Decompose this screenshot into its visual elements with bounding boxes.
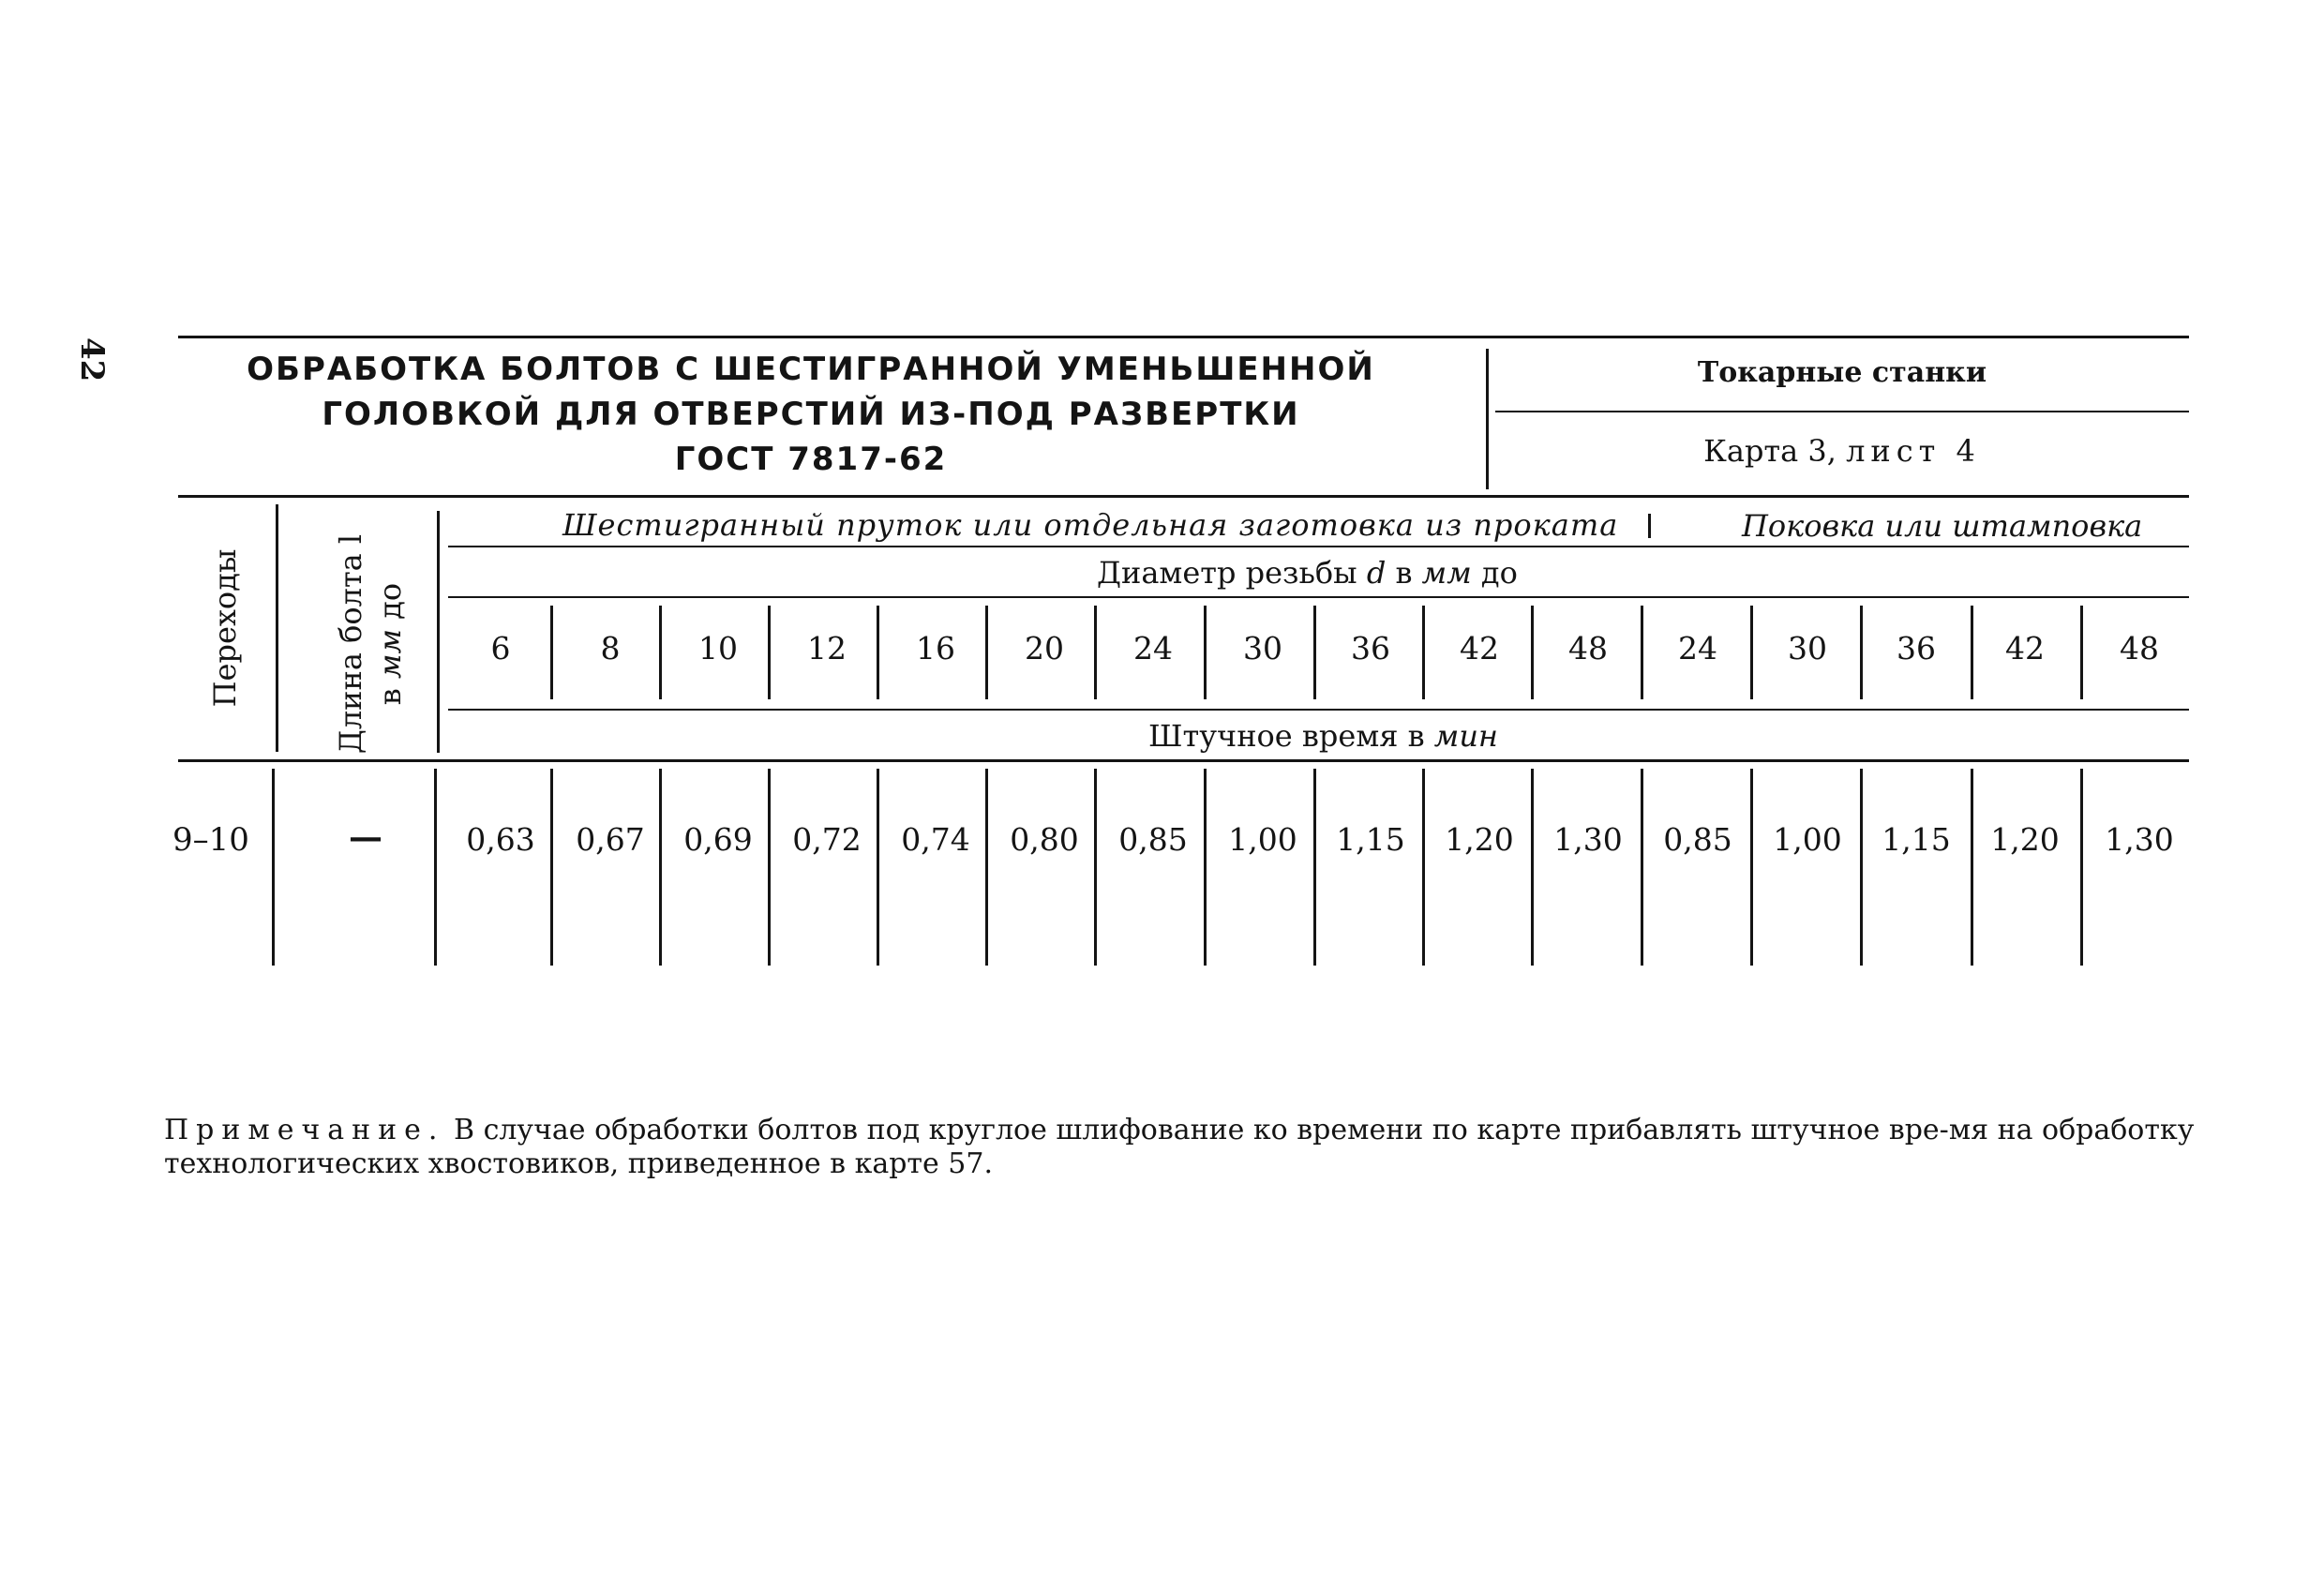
diameter-column-divider	[1971, 606, 1973, 699]
diameter-cell: 42	[1460, 630, 1499, 667]
diameter-cell: 48	[2120, 630, 2159, 667]
machine-rule	[1495, 411, 2189, 412]
diameter-column-divider	[1422, 606, 1425, 699]
length-header-line-2: в мм до	[372, 582, 408, 706]
value-column-divider	[550, 769, 553, 966]
value-cell: 0,74	[901, 821, 970, 858]
value-column-divider	[1531, 769, 1534, 966]
diameter-column-divider	[659, 606, 662, 699]
diameter-column-divider	[1313, 606, 1316, 699]
col-divider-1-body	[272, 769, 275, 966]
note	[164, 1114, 2208, 1181]
value-cell: 1,20	[1445, 821, 1514, 858]
diameter-column-divider	[1531, 606, 1534, 699]
value-cell: 0,72	[792, 821, 862, 858]
length-cell: —	[349, 817, 382, 857]
value-cell: 0,80	[1010, 821, 1079, 858]
group-divider	[1648, 514, 1651, 538]
transition-cell: 9–10	[172, 821, 249, 859]
group-rolled-label: Шестигранный пруток или отдельная заготовка из проката	[562, 507, 1619, 543]
value-column-divider	[1422, 769, 1425, 966]
card-reference	[1495, 433, 2189, 469]
diameter-cell: 20	[1025, 630, 1064, 667]
value-column-divider	[1313, 769, 1316, 966]
diameter-column-divider	[768, 606, 771, 699]
table-top-rule	[178, 495, 2189, 498]
diameter-column-divider	[1860, 606, 1863, 699]
title-divider	[1486, 349, 1489, 489]
value-cell: 1,30	[2105, 821, 2174, 858]
value-column-divider	[877, 769, 879, 966]
card-number: Карта 3,	[1703, 433, 1837, 469]
diameter-cell: 36	[1897, 630, 1936, 667]
diameter-column-divider	[877, 606, 879, 699]
machine-type: Токарные станки	[1697, 356, 1987, 389]
diameter-column-divider	[985, 606, 988, 699]
diameter-cell: 30	[1243, 630, 1282, 667]
diameter-cell: 42	[2005, 630, 2045, 667]
value-cell: 0,67	[576, 821, 645, 858]
value-cell: 0,63	[466, 821, 535, 858]
group-rule	[448, 546, 2189, 547]
diameter-cell: 24	[1133, 630, 1173, 667]
diameter-column-divider	[1750, 606, 1753, 699]
value-cell: 0,69	[683, 821, 753, 858]
title-line-3: ГОСТ 7817-62	[674, 441, 948, 478]
card-sheet: лист 4	[1846, 433, 1981, 469]
time-label: Штучное время в мин	[1148, 718, 1498, 754]
note-label: Примечание.	[164, 1114, 445, 1146]
diameter-rule	[448, 596, 2189, 598]
value-cell: 0,85	[1118, 821, 1188, 858]
col-divider-2-body	[434, 769, 437, 966]
value-column-divider	[659, 769, 662, 966]
diameter-column-divider	[1094, 606, 1097, 699]
transitions-header: Переходы	[207, 548, 243, 708]
col-divider-2	[437, 511, 440, 753]
value-column-divider	[1641, 769, 1643, 966]
diameter-cell: 24	[1678, 630, 1717, 667]
value-cell: 1,15	[1882, 821, 1951, 858]
value-column-divider	[1971, 769, 1973, 966]
value-column-divider	[1204, 769, 1207, 966]
value-cell: 1,00	[1228, 821, 1297, 858]
note-text: В случае обработки болтов под круглое шлифование ко времени по карте прибавлять штучное вре-мя на обработку технологических хвостовиков, приведенное в карте 57.	[164, 1114, 2195, 1180]
values-head-rule	[448, 709, 2189, 711]
document-title	[202, 347, 1420, 482]
value-column-divider	[768, 769, 771, 966]
diameter-cell: 6	[490, 630, 511, 667]
diameter-column-divider	[1641, 606, 1643, 699]
diameter-cell: 8	[600, 630, 621, 667]
length-header	[331, 485, 410, 803]
diameter-cell: 10	[698, 630, 738, 667]
diameter-cell: 36	[1351, 630, 1390, 667]
diameter-column-divider	[550, 606, 553, 699]
page-number: 42	[73, 337, 111, 382]
value-cell: 1,30	[1553, 821, 1623, 858]
diameter-cell: 12	[807, 630, 847, 667]
value-column-divider	[2080, 769, 2083, 966]
title-line-1: ОБРАБОТКА БОЛТОВ С ШЕСТИГРАННОЙ УМЕНЬШЕННОЙ	[247, 351, 1375, 388]
header-bottom-rule	[178, 759, 2189, 762]
value-cell: 0,85	[1663, 821, 1732, 858]
group-forged-label: Поковка или штамповка	[1742, 508, 2143, 544]
value-column-divider	[1094, 769, 1097, 966]
value-column-divider	[1860, 769, 1863, 966]
diameter-column-divider	[2080, 606, 2083, 699]
length-header-line-1: Длина болта l	[333, 533, 368, 755]
value-cell: 1,20	[1990, 821, 2060, 858]
value-cell: 1,15	[1336, 821, 1405, 858]
value-column-divider	[985, 769, 988, 966]
diameter-column-divider	[1204, 606, 1207, 699]
diameter-label: Диаметр резьбы d в мм до	[1097, 555, 1518, 591]
value-column-divider	[1750, 769, 1753, 966]
top-rule	[178, 336, 2189, 338]
value-cell: 1,00	[1773, 821, 1842, 858]
diameter-cell: 30	[1788, 630, 1827, 667]
col-divider-1	[276, 504, 278, 752]
diameter-cell: 48	[1568, 630, 1608, 667]
diameter-cell: 16	[916, 630, 955, 667]
title-line-2: ГОЛОВКОЙ ДЛЯ ОТВЕРСТИЙ ИЗ-ПОД РАЗВЕРТКИ	[322, 396, 1300, 433]
